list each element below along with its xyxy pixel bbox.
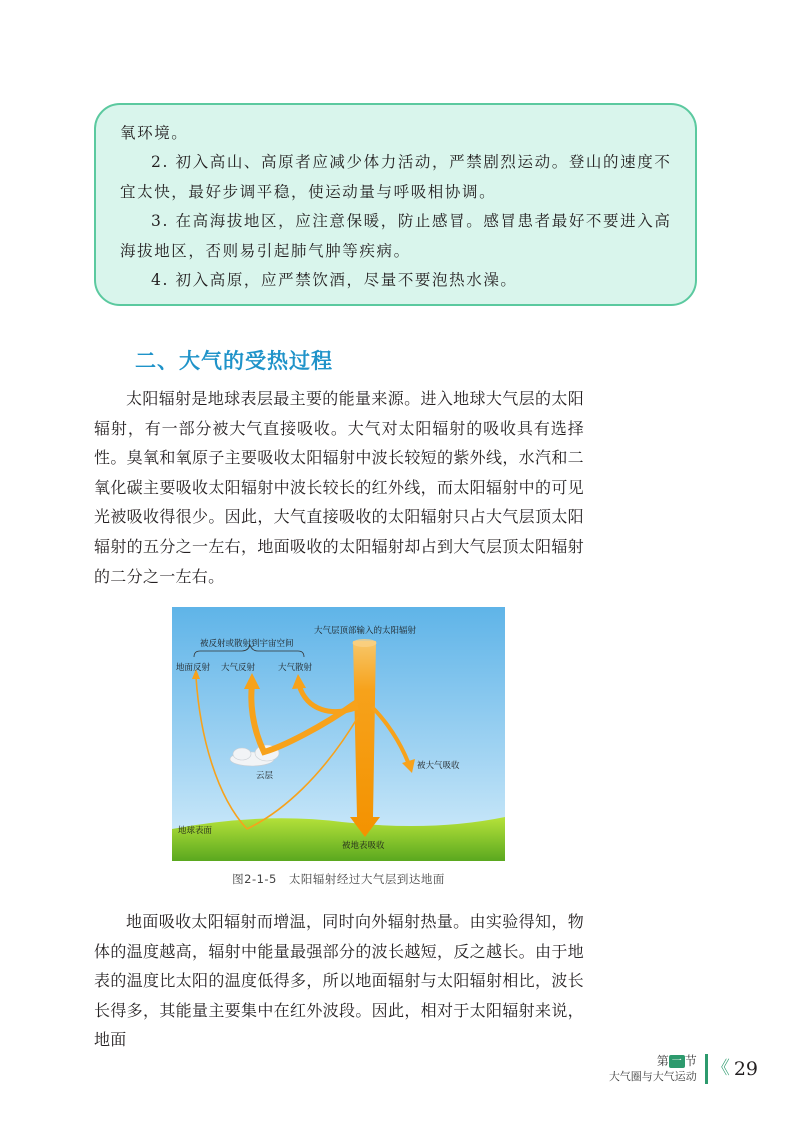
tip-item-2: 2. 初入高山、高原者应减少体力活动，严禁剧烈运动。登山的速度不宜太快，最好步调平稳，使运动量与呼吸相协调。 <box>120 153 672 201</box>
paragraph-1-text: 太阳辐射是地球表层最主要的能量来源。进入地球大气层的太阳辐射，有一部分被大气直接吸收。大气对太阳辐射的吸收具有选择性。臭氧和氧原子主要吸收太阳辐射中波长较短的紫外线，水汽和二氧化碳主要吸收太阳辐射中波长较长的红外线，而太阳辐射中的可见光被吸收得很少。因此，大气直接吸收的太阳辐射只占大气层顶太阳辐射的五分之一左右，地面吸收的太阳辐射却占到大气层顶太阳辐射的二分之一左右。 <box>94 389 584 586</box>
figure-caption: 图2-1-5 太阳辐射经过大气层到达地面 <box>232 872 445 886</box>
label-atmos-scatter: 大气散射 <box>278 663 313 673</box>
solar-radiation-diagram <box>172 607 505 861</box>
footer-divider <box>705 1054 708 1084</box>
paragraph-1 <box>94 384 584 591</box>
tip-item-4: 4. 初入高原，应严禁饮酒，尽量不要泡热水澡。 <box>151 271 518 290</box>
tip-item-3: 3. 在高海拔地区，应注意保暖，防止感冒。感冒患者最好不要进入高海拔地区，否则易引起肺气肿等疾病。 <box>120 212 672 260</box>
section-title: 二、大气的受热过程 <box>135 349 333 373</box>
label-reflected-to-space: 被反射或散射到宇宙空间 <box>200 639 294 649</box>
label-top-input: 大气层顶部输入的太阳辐射 <box>314 626 417 636</box>
footer-section-prefix: 第 <box>656 1054 669 1068</box>
label-earth-surface: 地球表面 <box>178 826 213 836</box>
page-footer <box>609 1052 758 1084</box>
solar-radiation-figure <box>172 607 505 861</box>
paragraph-2-text: 地面吸收太阳辐射而增温，同时向外辐射热量。由实验得知，物体的温度越高，辐射中能量最强部分的波长越短，反之越长。由于地表的温度比太阳的温度低得多，所以地面辐射与太阳辐射相比，波长长得多，其能量主要集中在红外波段。因此，相对于太阳辐射来说，地面 <box>94 912 584 1050</box>
label-ground-reflection: 地面反射 <box>176 663 211 673</box>
footer-section-number: 一 <box>669 1055 685 1068</box>
footer-text <box>609 1054 697 1084</box>
page-number: 29 <box>733 1058 758 1080</box>
tip-box <box>94 103 697 306</box>
label-ground-absorb: 被地表吸收 <box>342 841 385 851</box>
label-cloud: 云层 <box>256 771 274 781</box>
label-atmos-absorb: 被大气吸收 <box>417 761 460 771</box>
footer-subtitle: 大气圈与大气运动 <box>608 1070 697 1083</box>
footer-section <box>609 1054 697 1069</box>
footer-section-suffix: 节 <box>684 1054 697 1068</box>
tip-line-1: 氧环境。 <box>120 124 189 142</box>
footer-arrows-icon: 《 <box>711 1058 730 1079</box>
paragraph-2 <box>94 907 584 1055</box>
label-atmos-reflection: 大气反射 <box>221 663 256 673</box>
